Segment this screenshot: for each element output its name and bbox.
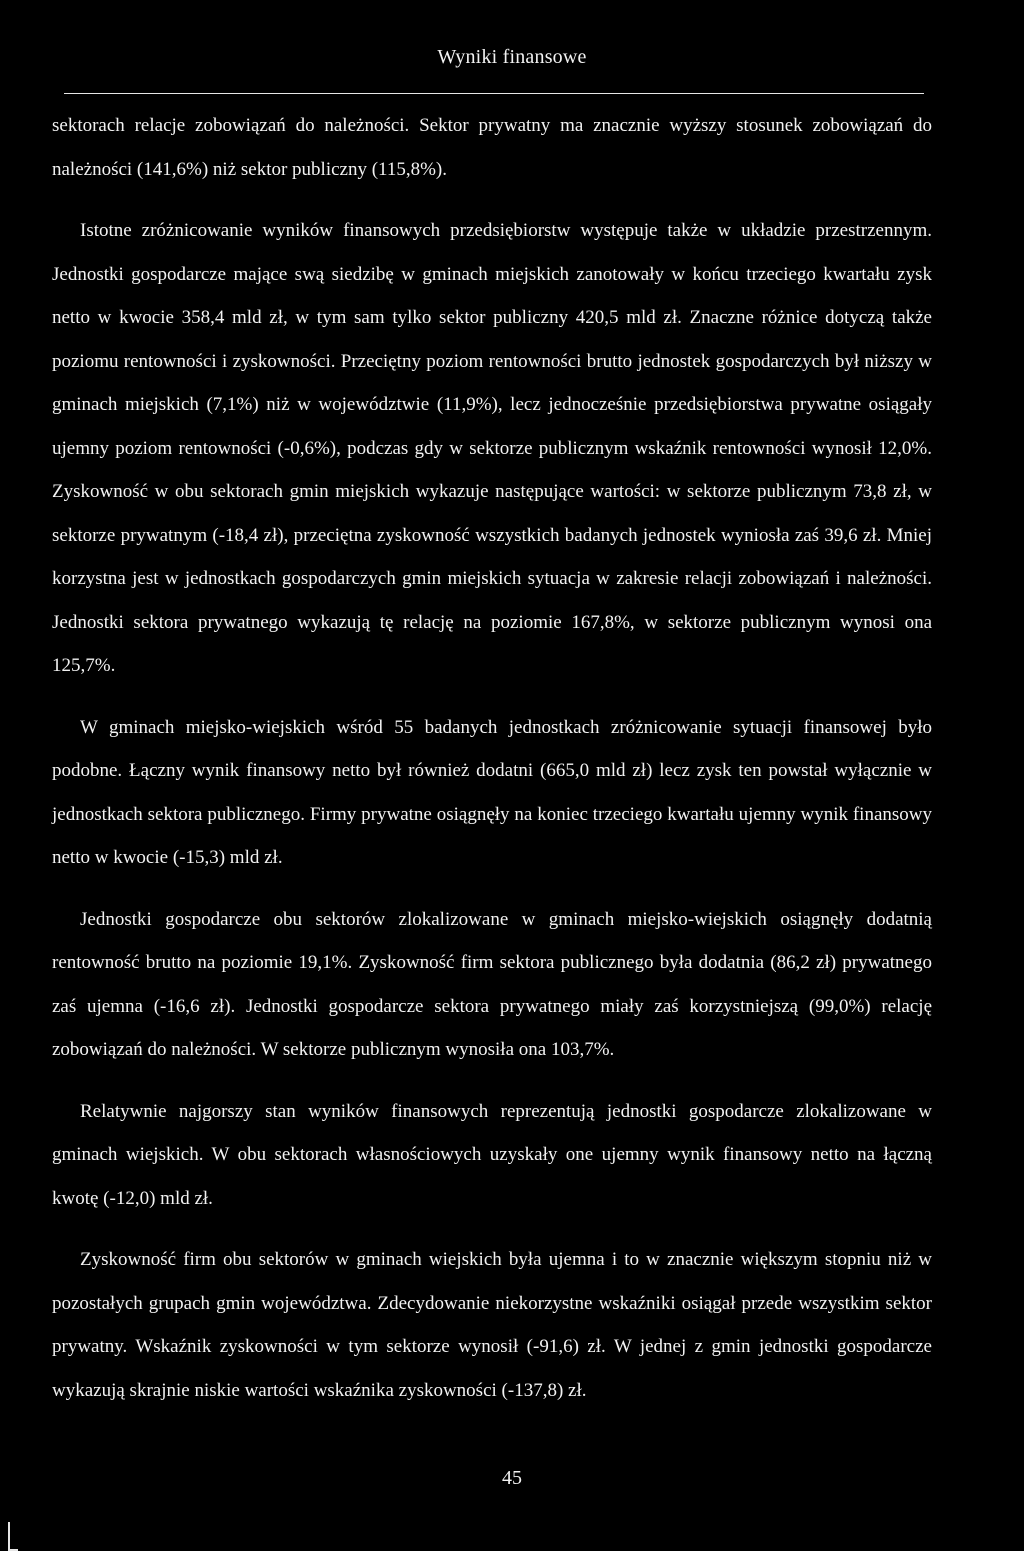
page-number: 45 bbox=[502, 1467, 522, 1489]
running-header: Wyniki finansowe bbox=[437, 46, 587, 68]
paragraph-6: Zyskowność firm obu sektorów w gminach wiejskich była ujemna i to w znacznie większym stopniu niż w pozostałych grupach gmin województwa. Zdecydowanie niekorzystne wskaźniki osiągał przede wszystkim sektor prywatny. Wskaźnik zyskowności w tym sektorze wynosił (-91,6) zł. W jednej z gmin jednostki gospodarcze wykazują skrajnie niskie wartości wskaźnika zyskowności (-137,8) zł. bbox=[52, 1249, 932, 1401]
page-body bbox=[52, 104, 932, 1430]
paragraph-2: Istotne zróżnicowanie wyników finansowych przedsiębiorstw występuje także w układzie przestrzennym. Jednostki gospodarcze mające swą siedzibę w gminach miejskich zanotowały w końcu trzeciego kwartału zysk netto w kwocie 358,4 mld zł, w tym sam tylko sektor publiczny 420,5 mld zł. Znaczne różnice dotyczą także poziomu rentowności i zyskowności. Przeciętny poziom rentowności brutto jednostek gospodarczych był niższy w gminach miejskich (7,1%) niż w województwie (11,9%), lecz jednocześnie przedsiębiorstwa prywatne osiągały ujemny poziom rentowności (-0,6%), podczas gdy w sektorze publicznym wskaźnik rentowności wynosił 12,0%. Zyskowność w obu sektorach gmin miejskich wykazuje następujące wartości: w sektorze publicznym 73,8 zł, w sektorze prywatnym (-18,4 zł), przeciętna zyskowność wszystkich badanych jednostek wyniosła zaś 39,6 zł. Mniej korzystna jest w jednostkach gospodarczych gmin miejskich sytuacja w zakresie relacji zobowiązań i należności. Jednostki sektora prywatnego wykazują tę relację na poziomie 167,8%, w sektorze publicznym wynosi ona 125,7%. bbox=[52, 220, 932, 676]
paragraph-3: W gminach miejsko-wiejskich wśród 55 badanych jednostkach zróżnicowanie sytuacji finansowej było podobne. Łączny wynik finansowy netto był również dodatni (665,0 mld zł) lecz zysk ten powstał wyłącznie w jednostkach sektora publicznego. Firmy prywatne osiągnęły na koniec trzeciego kwartału ujemny wynik finansowy netto w kwocie (-15,3) mld zł. bbox=[52, 716, 932, 868]
scan-corner-mark bbox=[8, 1522, 18, 1551]
header-rule bbox=[64, 93, 924, 94]
paragraph-5: Relatywnie najgorszy stan wyników finansowych reprezentują jednostki gospodarcze zlokalizowane w gminach wiejskich. W obu sektorach własnościowych uzyskały one ujemny wynik finansowy netto na łączną kwotę (-12,0) mld zł. bbox=[52, 1100, 932, 1209]
paragraph-1: sektorach relacje zobowiązań do należności. Sektor prywatny ma znacznie wyższy stosunek zobowiązań do należności (141,6%) niż sektor publiczny (115,8%). bbox=[52, 115, 932, 180]
paragraph-4: Jednostki gospodarcze obu sektorów zlokalizowane w gminach miejsko-wiejskich osiągnęły dodatnią rentowność brutto na poziomie 19,1%. Zyskowność firm sektora publicznego była dodatnia (86,2 zł) prywatnego zaś ujemna (-16,6 zł). Jednostki gospodarcze sektora prywatnego miały zaś korzystniejszą (99,0%) relację zobowiązań do należności. W sektorze publicznym wynosiła ona 103,7%. bbox=[52, 908, 932, 1060]
